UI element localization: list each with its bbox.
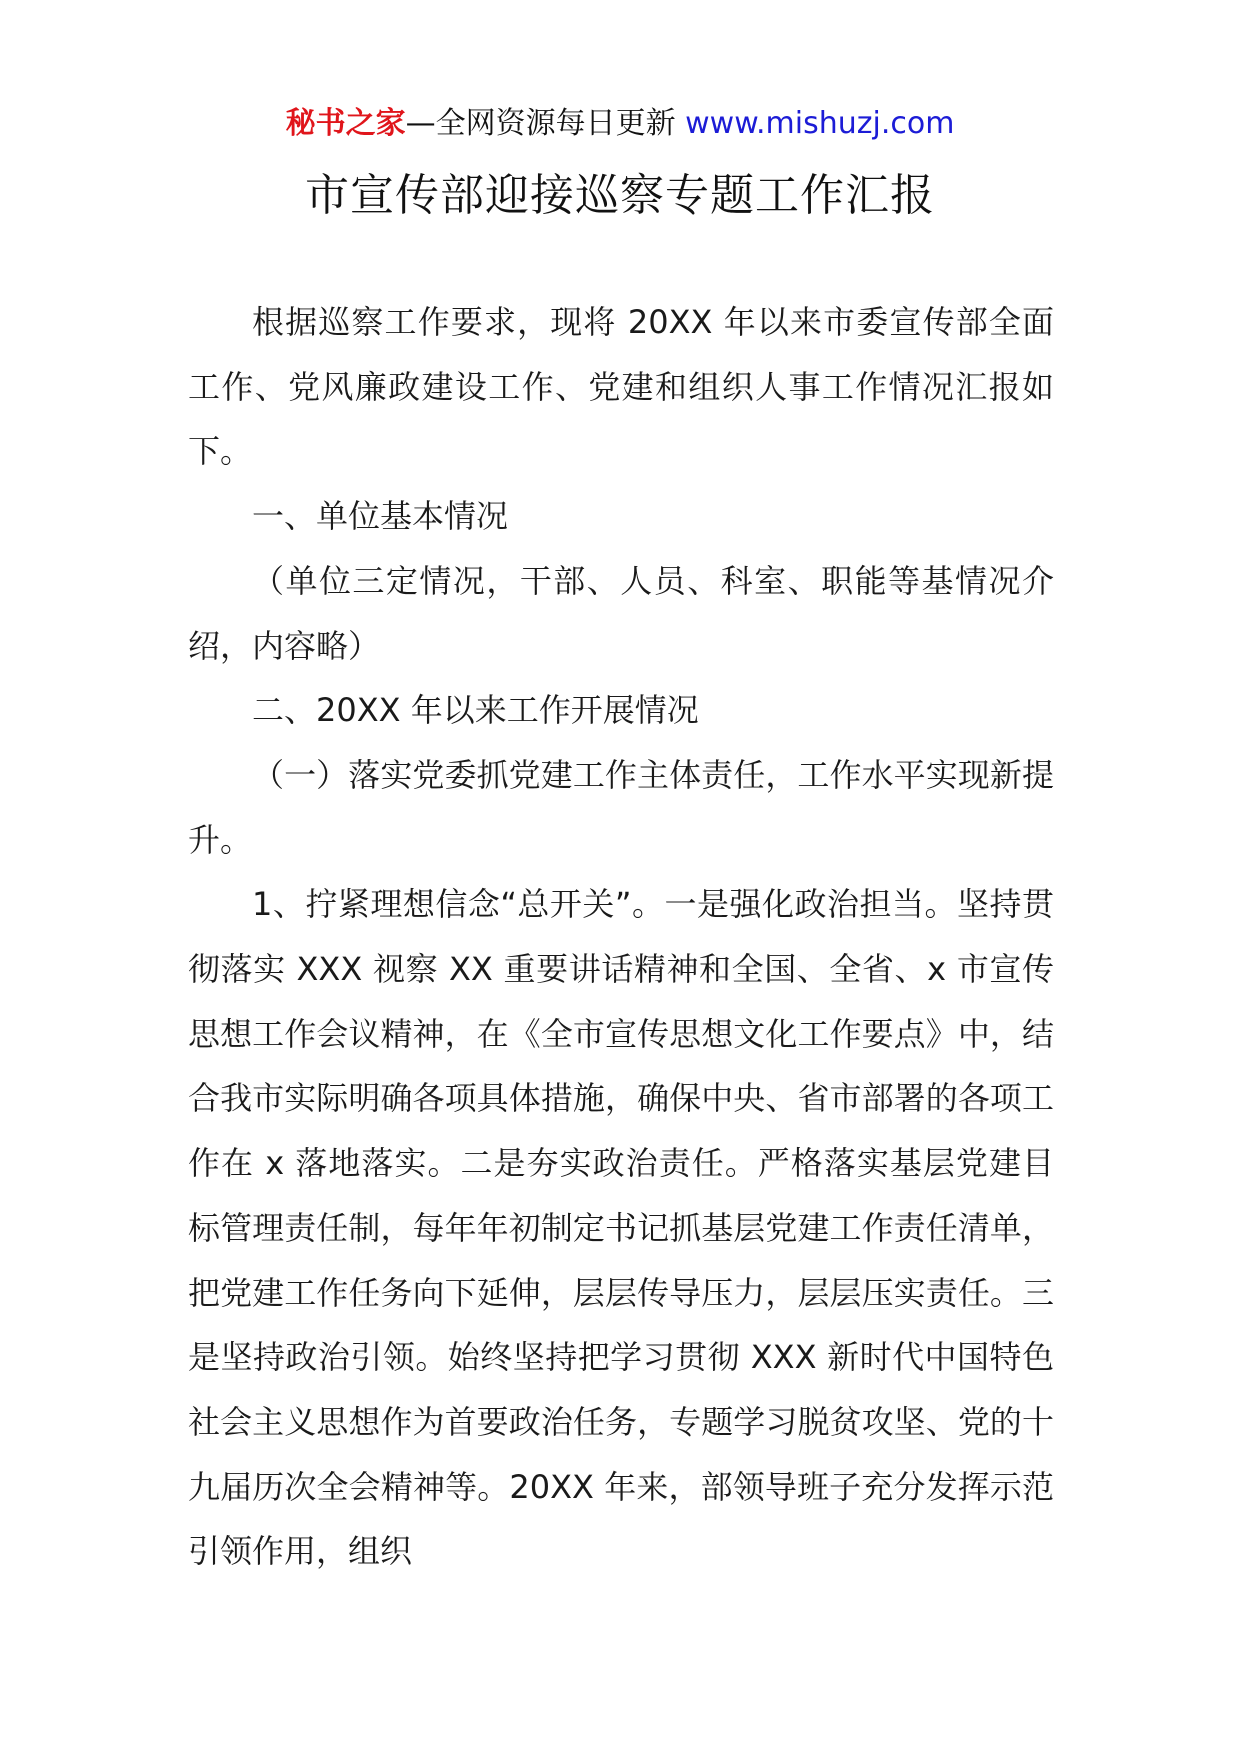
website-link[interactable]: www.mishuzj.com [685, 106, 955, 141]
banner-slogan: —全网资源每日更新 [405, 106, 686, 141]
document-title: 市宣传部迎接巡察专题工作汇报 [305, 170, 935, 221]
section-heading-2: 二、20XX 年以来工作开展情况 [252, 691, 699, 730]
document-body [188, 290, 1054, 1584]
paragraph-intro: 根据巡察工作要求，现将 20XX 年以来市委宣传部全面工作、党风廉政建设工作、党建和组织人事工作情况汇报如下。 [188, 303, 1054, 471]
subsection-heading-1: （一）落实党委抓党建工作主体责任，工作水平实现新提升。 [188, 755, 1054, 859]
paragraph-item-1: 1、拧紧理想信念“总开关”。一是强化政治担当。坚持贯彻落实 XXX 视察 XX 重要讲话精神和全国、全省、x 市宣传思想工作会议精神，在《全市宣传思想文化工作要点》中，结合我市实际明确各项具体措施，确保中央、省市部署的各项工作在 x 落地落实。二是夯实政治责任。严格落实基层党建目标管理责任制，每年年初制定书记抓基层党建工作责任清单，把党建工作任务向下延伸，层层传导压力，层层压实责任。三是坚持政治引领。始终坚持把学习贯彻 XXX 新时代中国特色社会主义思想作为首要政治任务，专题学习脱贫攻坚、党的十九届历次全会精神等。20XX 年来，部领导班子充分发挥示范引领作用，组织 [188, 885, 1054, 1571]
brand-name: 秘书之家 [285, 106, 406, 141]
paragraph-unit-info: （单位三定情况，干部、人员、科室、职能等基情况介绍，内容略） [188, 561, 1054, 665]
header-banner [0, 104, 1240, 144]
section-heading-1: 一、单位基本情况 [252, 497, 509, 536]
